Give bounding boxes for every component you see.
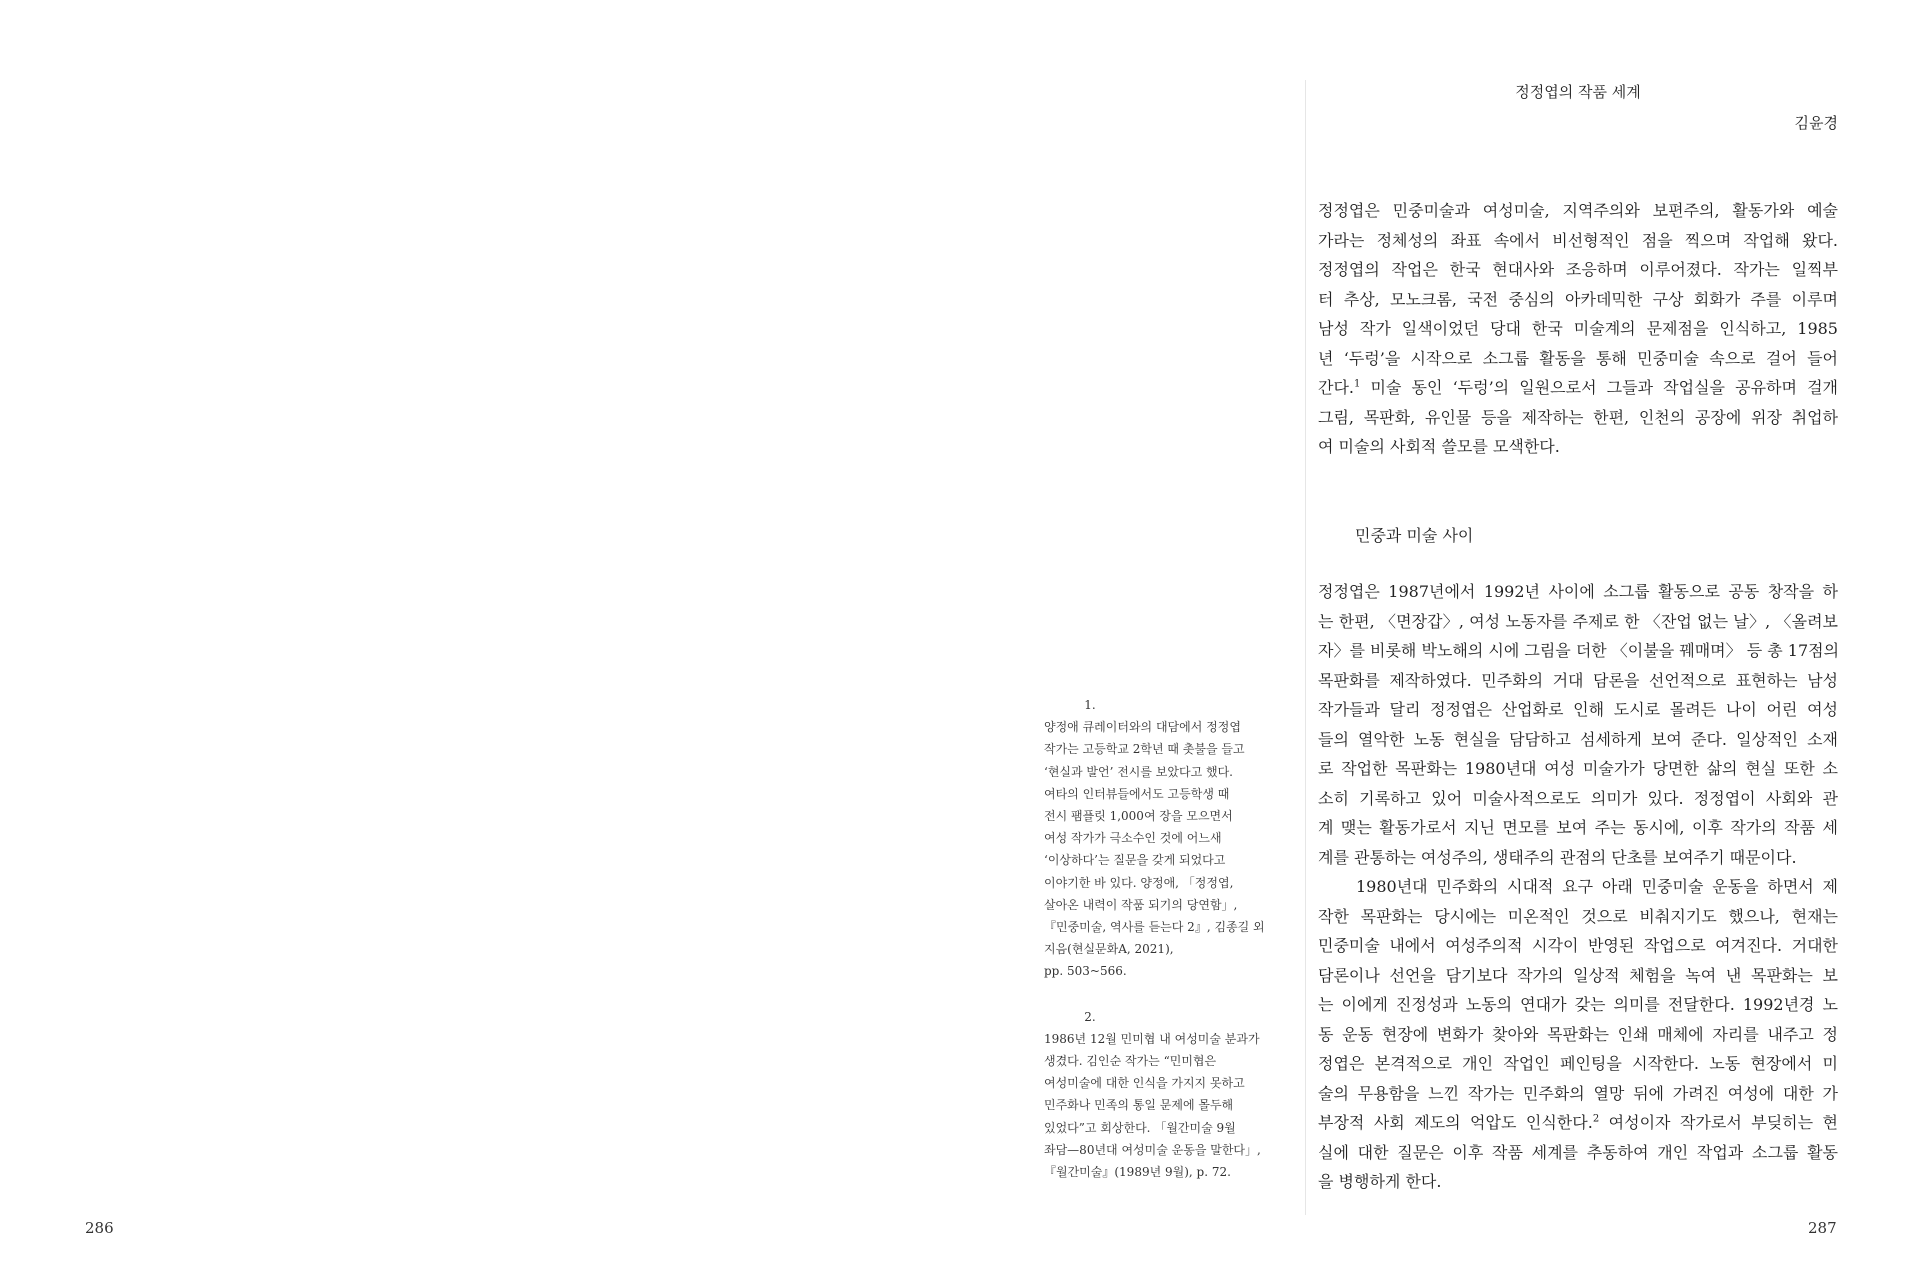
footnote-2 (1044, 1006, 1294, 1184)
article-author: 김윤경 (1794, 114, 1838, 132)
body-line-with-note (1318, 1108, 1838, 1138)
page-number-left: 286 (85, 1219, 114, 1237)
body-line: 담론이나 선언을 담기보다 작가의 일상적 체험을 녹여 낸 목판화는 보 (1318, 965, 1838, 985)
footnote-line: 『월간미술』(1989년 9월), p. 72. (1044, 1165, 1231, 1180)
body-line-with-note (1318, 373, 1838, 403)
section-body (1318, 577, 1838, 1197)
footnote-line: 여성미술에 대한 인식을 가지지 못하고 (1044, 1076, 1245, 1091)
body-line: 계를 관통하는 여성주의, 생태주의 관점의 단초를 보여주기 때문이다. (1318, 847, 1797, 867)
footnotes (1044, 694, 1294, 1183)
footnote-ref-2[interactable]: 2 (1592, 1113, 1600, 1125)
article-title: 정정엽의 작품 세계 (1515, 83, 1641, 101)
footnote-line: 생겼다. 김인순 작가는 “민미협은 (1044, 1054, 1217, 1069)
body-text: 여성이자 작가로서 부딪히는 현 (1599, 1113, 1838, 1132)
body-line: 터 추상, 모노크롬, 국전 중심의 아카데믹한 구상 회화가 주를 이루며 (1318, 289, 1838, 309)
footnote-line: 좌담—80년대 여성미술 운동을 말한다」, (1044, 1142, 1261, 1157)
body-line: 들의 열악한 노동 현실을 담담하고 섬세하게 보여 준다. 일상적인 소재 (1318, 729, 1838, 749)
footnote-line: 지음(현실문화A, 2021), (1044, 942, 1174, 957)
body-line: 술의 무용함을 느낀 작가는 민주화의 열망 뒤에 가려진 여성에 대한 가 (1318, 1083, 1838, 1103)
body-text: 미술 동인 ‘두렁’의 일원으로서 그들과 작업실을 공유하며 걸개 (1360, 378, 1838, 397)
footnote-line: 1986년 12월 민미협 내 여성미술 분과가 (1044, 1031, 1260, 1046)
body-line: 정정엽은 민중미술과 여성미술, 지역주의와 보편주의, 활동가와 예술 (1318, 201, 1838, 220)
footnote-line: ‘현실과 발언’ 전시를 보았다고 했다. (1044, 764, 1233, 779)
page-gutter (1305, 80, 1306, 1215)
footnote-line: pp. 503~566. (1044, 964, 1127, 979)
body-line: 실에 대한 질문은 이후 작품 세계를 추동하여 개인 작업과 소그룹 활동 (1318, 1142, 1838, 1162)
body-line: 정정엽은 1987년에서 1992년 사이에 소그룹 활동으로 공동 창작을 하 (1318, 582, 1838, 601)
body-line: 그림, 목판화, 유인물 등을 제작하는 한편, 인천의 공장에 위장 취업하 (1318, 407, 1838, 427)
footnote-line: 『민중미술, 역사를 듣는다 2』, 김종길 외 (1044, 920, 1265, 935)
body-line: 작가들과 달리 정정엽은 산업화로 인해 도시로 몰려든 나이 어린 여성 (1318, 700, 1838, 719)
footnote-line: 작가는 고등학교 2학년 때 촛불을 들고 (1044, 742, 1245, 757)
body-line: 로 작업한 목판화는 1980년대 여성 미술가가 당면한 삶의 현실 또한 소 (1318, 759, 1838, 778)
body-text: 간다. (1318, 378, 1354, 397)
body-line: 1980년대 민주화의 시대적 요구 아래 민중미술 운동을 하면서 제 (1356, 877, 1838, 896)
footnote-line: 있었다”고 회상한다. 「월간미술 9월 (1044, 1120, 1236, 1135)
footnote-line: 이야기한 바 있다. 양정애, 「정정엽, (1044, 875, 1234, 890)
body-line: 목판화를 제작하였다. 민주화의 거대 담론을 선언적으로 표현하는 남성 (1318, 670, 1838, 690)
body-line: 민중미술 내에서 여성주의적 시각이 반영된 작업으로 여겨진다. 거대한 (1318, 936, 1838, 955)
footnote-line: 살아온 내력이 작품 되기의 당연함」, (1044, 897, 1238, 912)
footnote-line: 전시 팸플릿 1,000여 장을 모으면서 (1044, 809, 1233, 824)
footnote-line: 양정애 큐레이터와의 대담에서 정정엽 (1044, 720, 1241, 735)
intro-paragraph (1318, 196, 1838, 462)
footnote-number: 1. (1084, 698, 1096, 712)
body-line: 는 한편, 〈면장갑〉, 여성 노동자를 주제로 한 〈잔업 없는 날〉, 〈올려보 (1318, 611, 1838, 631)
body-text: 부장적 사회 제도의 억압도 인식한다. (1318, 1113, 1593, 1132)
footnote-line: 여타의 인터뷰들에서도 고등학생 때 (1044, 786, 1230, 801)
footnote-number: 2. (1084, 1009, 1096, 1024)
body-line: 계 맺는 활동가로서 지닌 면모를 보여 주는 동시에, 이후 작가의 작품 세 (1318, 818, 1838, 837)
footnote-ref-1[interactable]: 1 (1354, 378, 1361, 390)
body-line: 자〉를 비롯해 박노해의 시에 그림을 더한 〈이불을 꿰매며〉 등 총 17점의 (1318, 641, 1840, 660)
body-line: 여 미술의 사회적 쓸모를 모색한다. (1318, 437, 1560, 456)
body-line: 년 ‘두렁’을 시작으로 소그룹 활동을 통해 민중미술 속으로 걸어 들어 (1318, 348, 1838, 368)
section-heading: 민중과 미술 사이 (1355, 526, 1474, 545)
body-line: 을 병행하게 한다. (1318, 1172, 1442, 1191)
body-line: 남성 작가 일색이었던 당대 한국 미술계의 문제점을 인식하고, 1985 (1318, 319, 1838, 338)
body-line: 정정엽의 작업은 한국 현대사와 조응하며 이루어졌다. 작가는 일찍부 (1318, 260, 1838, 279)
body-line: 가라는 정체성의 좌표 속에서 비선형적인 점을 찍으며 작업해 왔다. (1318, 230, 1838, 250)
body-line: 동 운동 현장에 변화가 찾아와 목판화는 인쇄 매체에 자리를 내주고 정 (1318, 1024, 1838, 1044)
body-line: 소히 기록하고 있어 미술사적으로도 의미가 있다. 정정엽이 사회와 관 (1318, 788, 1838, 808)
body-line: 정엽은 본격적으로 개인 작업인 페인팅을 시작한다. 노동 현장에서 미 (1318, 1054, 1838, 1073)
body-line: 는 이에게 진정성과 노동의 연대가 갖는 의미를 전달한다. 1992년경 노 (1318, 995, 1838, 1014)
footnote-line: 여성 작가가 극소수인 것에 어느새 (1044, 831, 1222, 846)
page-number-right: 287 (1808, 1219, 1837, 1237)
footnote-line: 민주화나 민족의 통일 문제에 몰두해 (1044, 1098, 1234, 1113)
footnote-1 (1044, 694, 1294, 983)
footnote-line: ‘이상하다’는 질문을 갖게 되었다고 (1044, 853, 1226, 868)
body-line: 작한 목판화는 당시에는 미온적인 것으로 비춰지기도 했으나, 현재는 (1318, 906, 1838, 926)
